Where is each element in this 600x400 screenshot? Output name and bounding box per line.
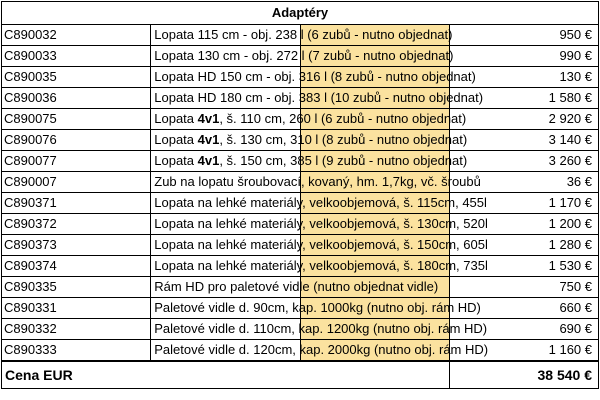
item-description-text: Lopata na lehké materiály, velkoobjemová, š. 115cm, 455l (154, 195, 487, 210)
table-row (2, 193, 599, 214)
item-code: C890335 (2, 277, 151, 298)
item-code: C890077 (2, 151, 151, 172)
item-description (151, 88, 484, 109)
table-row (2, 67, 599, 88)
item-code: C890033 (2, 46, 151, 67)
item-description-text: Lopata na lehké materiály, velkoobjemová, š. 130cm, 520l (154, 216, 488, 231)
price-sheet (1, 1, 599, 389)
item-description (151, 298, 481, 319)
item-price: 750 € (449, 277, 598, 298)
item-description-text: Lopata HD 150 cm - obj. 316 l (8 zubů - nutno objednat) (154, 69, 476, 84)
item-description (151, 193, 487, 214)
table-row (2, 151, 599, 172)
table-row (2, 25, 599, 46)
item-code: C890035 (2, 67, 151, 88)
item-description-rest: , š. 130 cm, 310 l (8 zubů - nutno objednat) (219, 132, 468, 147)
table-row (2, 235, 599, 256)
item-description (151, 130, 468, 151)
item-price: 1 530 € (449, 256, 598, 277)
item-code: C890331 (2, 298, 151, 319)
item-description (151, 340, 489, 362)
item-code: C890374 (2, 256, 151, 277)
item-description (151, 46, 454, 67)
item-description-rest: , š. 150 cm, 385 l (9 zubů - nutno objednat) (219, 153, 468, 168)
item-description-text: Lopata (154, 153, 198, 168)
item-price: 1 580 € (449, 88, 598, 109)
item-description (151, 109, 467, 130)
table-row (2, 46, 599, 67)
item-code: C890332 (2, 319, 151, 340)
item-price: 3 260 € (449, 151, 598, 172)
item-description-text: Lopata 130 cm - obj. 272 l (7 zubů - nutno objednat) (154, 48, 454, 63)
item-description-text: Paletové vidle d. 120cm, kap. 2000kg (nutno obj. rám HD) (154, 342, 489, 357)
total-label: Cena EUR (2, 361, 450, 389)
item-description (151, 214, 488, 235)
item-description (151, 25, 453, 46)
item-description-text: Lopata (154, 111, 198, 126)
adapters-table (1, 1, 599, 389)
item-description-text: Lopata HD 180 cm - obj. 383 l (10 zubů - nutno objednat) (154, 90, 484, 105)
item-description (151, 172, 481, 193)
item-description-text: Lopata 115 cm - obj. 238 l (6 zubů - nutno objednat) (154, 27, 453, 42)
item-description-text: Rám HD pro paletové vidle (nutno objednat vidle) (154, 279, 439, 294)
item-code: C890007 (2, 172, 151, 193)
item-price: 36 € (449, 172, 598, 193)
item-description (151, 277, 439, 298)
table-row (2, 130, 599, 151)
table-title-row (2, 2, 599, 25)
item-price: 1 280 € (449, 235, 598, 256)
item-code: C890075 (2, 109, 151, 130)
item-description-highlight: 4v1 (197, 111, 220, 126)
item-price: 1 200 € (449, 214, 598, 235)
item-description-text: Zub na lopatu šroubovací, kovaný, hm. 1,7kg, vč. šroubů (154, 174, 481, 189)
table-row (2, 277, 599, 298)
item-description-text: Paletové vidle d. 90cm, kap. 1000kg (nutno obj. rám HD) (154, 300, 481, 315)
table-title: Adaptéry (2, 2, 599, 25)
table-row (2, 298, 599, 319)
total-value: 38 540 € (449, 361, 598, 389)
table-row (2, 214, 599, 235)
table-row (2, 88, 599, 109)
item-description-rest: , š. 110 cm, 260 l (6 zubů - nutno objednat) (219, 111, 467, 126)
item-code: C890373 (2, 235, 151, 256)
item-price: 3 140 € (449, 130, 598, 151)
table-row (2, 172, 599, 193)
item-price: 1 170 € (449, 193, 598, 214)
item-price: 690 € (449, 319, 598, 340)
item-code: C890032 (2, 25, 151, 46)
item-description (151, 67, 476, 88)
item-code: C890333 (2, 340, 151, 362)
item-price: 990 € (449, 46, 598, 67)
item-description-text: Lopata na lehké materiály, velkoobjemová, š. 150cm, 605l (154, 237, 488, 252)
item-description-text: Lopata (154, 132, 198, 147)
item-price: 660 € (449, 298, 598, 319)
item-description (151, 235, 488, 256)
item-price: 1 160 € (449, 340, 598, 362)
item-price: 950 € (449, 25, 598, 46)
item-description (151, 319, 488, 340)
item-description-text: Lopata na lehké materiály, velkoobjemová, š. 180cm, 735l (154, 258, 488, 273)
table-row (2, 256, 599, 277)
item-description-highlight: 4v1 (197, 132, 220, 147)
item-code: C890036 (2, 88, 151, 109)
total-row (2, 361, 599, 389)
item-code: C890076 (2, 130, 151, 151)
item-price: 130 € (449, 67, 598, 88)
item-description-text: Paletové vidle d. 110cm, kap. 1200kg (nutno obj. rám HD) (154, 321, 488, 336)
item-price: 2 920 € (449, 109, 598, 130)
item-description (151, 151, 468, 172)
table-row (2, 340, 599, 362)
table-row (2, 109, 599, 130)
table-row (2, 319, 599, 340)
item-code: C890371 (2, 193, 151, 214)
item-code: C890372 (2, 214, 151, 235)
item-description (151, 256, 488, 277)
item-description-highlight: 4v1 (197, 153, 220, 168)
